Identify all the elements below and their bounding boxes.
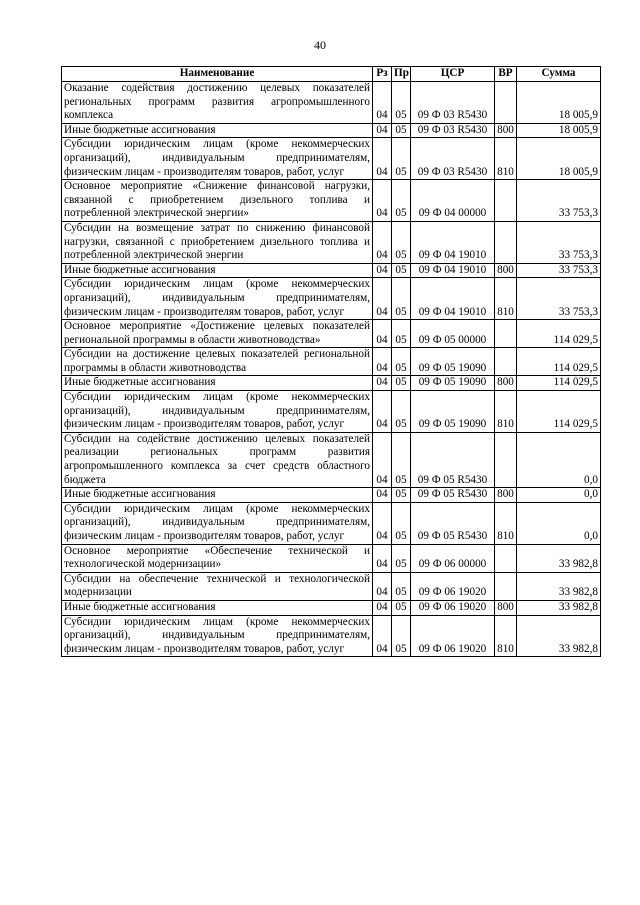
cell-pr: 05 <box>392 221 411 263</box>
cell-sum: 114 029,5 <box>517 391 601 433</box>
cell-name: Иные бюджетные ассигнования <box>62 123 373 138</box>
cell-vr <box>495 82 517 124</box>
cell-csr: 09 Ф 05 R5430 <box>411 502 495 544</box>
table-row <box>62 432 601 487</box>
cell-pr: 05 <box>392 180 411 222</box>
cell-name: Субсидии на возмещение затрат по снижению финансовой нагрузки, связанной с приобретением дизельного топлива и потребленной электрической энергии <box>62 221 373 263</box>
cell-rz: 04 <box>373 320 392 348</box>
cell-sum: 0,0 <box>517 488 601 503</box>
cell-pr: 05 <box>392 348 411 376</box>
cell-sum: 33 982,8 <box>517 572 601 600</box>
cell-rz: 04 <box>373 600 392 615</box>
cell-pr: 05 <box>392 263 411 278</box>
cell-name: Субсидии на обеспечение технической и технологической модернизации <box>62 572 373 600</box>
cell-vr: 800 <box>495 600 517 615</box>
cell-pr: 05 <box>392 376 411 391</box>
cell-name: Субсидии на достижение целевых показателей региональной программы в области животноводства <box>62 348 373 376</box>
cell-vr <box>495 221 517 263</box>
cell-rz: 04 <box>373 123 392 138</box>
cell-csr: 09 Ф 04 19010 <box>411 263 495 278</box>
cell-vr: 800 <box>495 263 517 278</box>
cell-sum: 33 753,3 <box>517 180 601 222</box>
table-row <box>62 544 601 572</box>
cell-rz: 04 <box>373 221 392 263</box>
cell-rz: 04 <box>373 488 392 503</box>
cell-pr: 05 <box>392 488 411 503</box>
cell-sum: 114 029,5 <box>517 348 601 376</box>
table-row <box>62 376 601 391</box>
table-row <box>62 320 601 348</box>
cell-csr: 09 Ф 05 19090 <box>411 391 495 433</box>
header-row <box>62 67 601 82</box>
cell-rz: 04 <box>373 180 392 222</box>
cell-csr: 09 Ф 06 00000 <box>411 544 495 572</box>
cell-vr: 810 <box>495 138 517 180</box>
cell-sum: 0,0 <box>517 432 601 487</box>
cell-vr: 810 <box>495 391 517 433</box>
cell-name: Иные бюджетные ассигнования <box>62 263 373 278</box>
cell-vr <box>495 348 517 376</box>
table-row <box>62 263 601 278</box>
header-sum: Сумма <box>517 67 601 82</box>
cell-csr: 09 Ф 05 19090 <box>411 348 495 376</box>
header-pr: Пр <box>392 67 411 82</box>
table-row <box>62 348 601 376</box>
cell-name: Иные бюджетные ассигнования <box>62 376 373 391</box>
table-row <box>62 600 601 615</box>
cell-pr: 05 <box>392 432 411 487</box>
cell-sum: 33 753,3 <box>517 278 601 320</box>
cell-name: Субсидии юридическим лицам (кроме некоммерческих организаций), индивидуальным предпринимателям, физическим лицам - производителям товаров, работ, услуг <box>62 391 373 433</box>
cell-pr: 05 <box>392 600 411 615</box>
cell-rz: 04 <box>373 376 392 391</box>
cell-sum: 33 753,3 <box>517 263 601 278</box>
cell-csr: 09 Ф 03 R5430 <box>411 82 495 124</box>
cell-vr: 810 <box>495 278 517 320</box>
cell-sum: 33 982,8 <box>517 544 601 572</box>
cell-pr: 05 <box>392 544 411 572</box>
cell-pr: 05 <box>392 320 411 348</box>
cell-sum: 33 982,8 <box>517 615 601 657</box>
cell-name: Субсидии на содействие достижению целевых показателей реализации региональных программ развития агропромышленного комплекса за счет средств областного бюджета <box>62 432 373 487</box>
cell-vr <box>495 544 517 572</box>
cell-csr: 09 Ф 03 R5430 <box>411 138 495 180</box>
table-row <box>62 123 601 138</box>
table-row <box>62 82 601 124</box>
table-header <box>62 67 601 82</box>
cell-name: Основное мероприятие «Снижение финансовой нагрузки, связанной с приобретением дизельного топлива и потребленной электрической энергии» <box>62 180 373 222</box>
header-vr: ВР <box>495 67 517 82</box>
cell-csr: 09 Ф 06 19020 <box>411 600 495 615</box>
cell-rz: 04 <box>373 82 392 124</box>
cell-name: Субсидии юридическим лицам (кроме некоммерческих организаций), индивидуальным предпринимателям, физическим лицам - производителям товаров, работ, услуг <box>62 278 373 320</box>
cell-sum: 18 005,9 <box>517 138 601 180</box>
cell-csr: 09 Ф 06 19020 <box>411 615 495 657</box>
cell-vr: 810 <box>495 615 517 657</box>
cell-vr <box>495 320 517 348</box>
cell-rz: 04 <box>373 138 392 180</box>
cell-csr: 09 Ф 04 19010 <box>411 221 495 263</box>
cell-pr: 05 <box>392 138 411 180</box>
table-row <box>62 138 601 180</box>
cell-pr: 05 <box>392 391 411 433</box>
cell-csr: 09 Ф 03 R5430 <box>411 123 495 138</box>
cell-vr: 800 <box>495 488 517 503</box>
table-row <box>62 221 601 263</box>
cell-name: Субсидии юридическим лицам (кроме некоммерческих организаций), индивидуальным предпринимателям, физическим лицам - производителям товаров, работ, услуг <box>62 138 373 180</box>
cell-sum: 33 753,3 <box>517 221 601 263</box>
table-row <box>62 572 601 600</box>
cell-sum: 0,0 <box>517 502 601 544</box>
cell-rz: 04 <box>373 572 392 600</box>
table-row <box>62 278 601 320</box>
cell-sum: 114 029,5 <box>517 320 601 348</box>
cell-csr: 09 Ф 05 00000 <box>411 320 495 348</box>
cell-csr: 09 Ф 06 19020 <box>411 572 495 600</box>
cell-pr: 05 <box>392 123 411 138</box>
cell-name: Субсидии юридическим лицам (кроме некоммерческих организаций), индивидуальным предпринимателям, физическим лицам - производителям товаров, работ, услуг <box>62 615 373 657</box>
cell-name: Субсидии юридическим лицам (кроме некоммерческих организаций), индивидуальным предпринимателям, физическим лицам - производителям товаров, работ, услуг <box>62 502 373 544</box>
table-row <box>62 615 601 657</box>
header-rz: Рз <box>373 67 392 82</box>
cell-rz: 04 <box>373 263 392 278</box>
cell-vr: 810 <box>495 502 517 544</box>
cell-vr <box>495 180 517 222</box>
cell-sum: 114 029,5 <box>517 376 601 391</box>
cell-sum: 33 982,8 <box>517 600 601 615</box>
table-row <box>62 180 601 222</box>
cell-name: Основное мероприятие «Достижение целевых показателей региональной программы в области животноводства» <box>62 320 373 348</box>
cell-name: Иные бюджетные ассигнования <box>62 600 373 615</box>
cell-pr: 05 <box>392 615 411 657</box>
cell-csr: 09 Ф 05 R5430 <box>411 488 495 503</box>
cell-csr: 09 Ф 05 R5430 <box>411 432 495 487</box>
table-body <box>62 82 601 657</box>
cell-vr: 800 <box>495 123 517 138</box>
budget-table <box>61 66 601 657</box>
cell-csr: 09 Ф 05 19090 <box>411 376 495 391</box>
cell-vr: 800 <box>495 376 517 391</box>
cell-pr: 05 <box>392 82 411 124</box>
cell-vr <box>495 432 517 487</box>
header-csr: ЦСР <box>411 67 495 82</box>
header-name: Наименование <box>62 67 373 82</box>
cell-sum: 18 005,9 <box>517 82 601 124</box>
cell-pr: 05 <box>392 278 411 320</box>
cell-rz: 04 <box>373 502 392 544</box>
cell-name: Иные бюджетные ассигнования <box>62 488 373 503</box>
cell-rz: 04 <box>373 348 392 376</box>
cell-csr: 09 Ф 04 00000 <box>411 180 495 222</box>
cell-pr: 05 <box>392 572 411 600</box>
cell-name: Оказание содействия достижению целевых показателей региональных программ развития агропромышленного комплекса <box>62 82 373 124</box>
table-row <box>62 391 601 433</box>
cell-rz: 04 <box>373 278 392 320</box>
cell-name: Основное мероприятие «Обеспечение технической и технологической модернизации» <box>62 544 373 572</box>
table-row <box>62 502 601 544</box>
cell-sum: 18 005,9 <box>517 123 601 138</box>
cell-rz: 04 <box>373 544 392 572</box>
cell-vr <box>495 572 517 600</box>
page-number: 40 <box>314 38 326 52</box>
cell-csr: 09 Ф 04 19010 <box>411 278 495 320</box>
cell-pr: 05 <box>392 502 411 544</box>
cell-rz: 04 <box>373 615 392 657</box>
table-row <box>62 488 601 503</box>
cell-rz: 04 <box>373 432 392 487</box>
cell-rz: 04 <box>373 391 392 433</box>
